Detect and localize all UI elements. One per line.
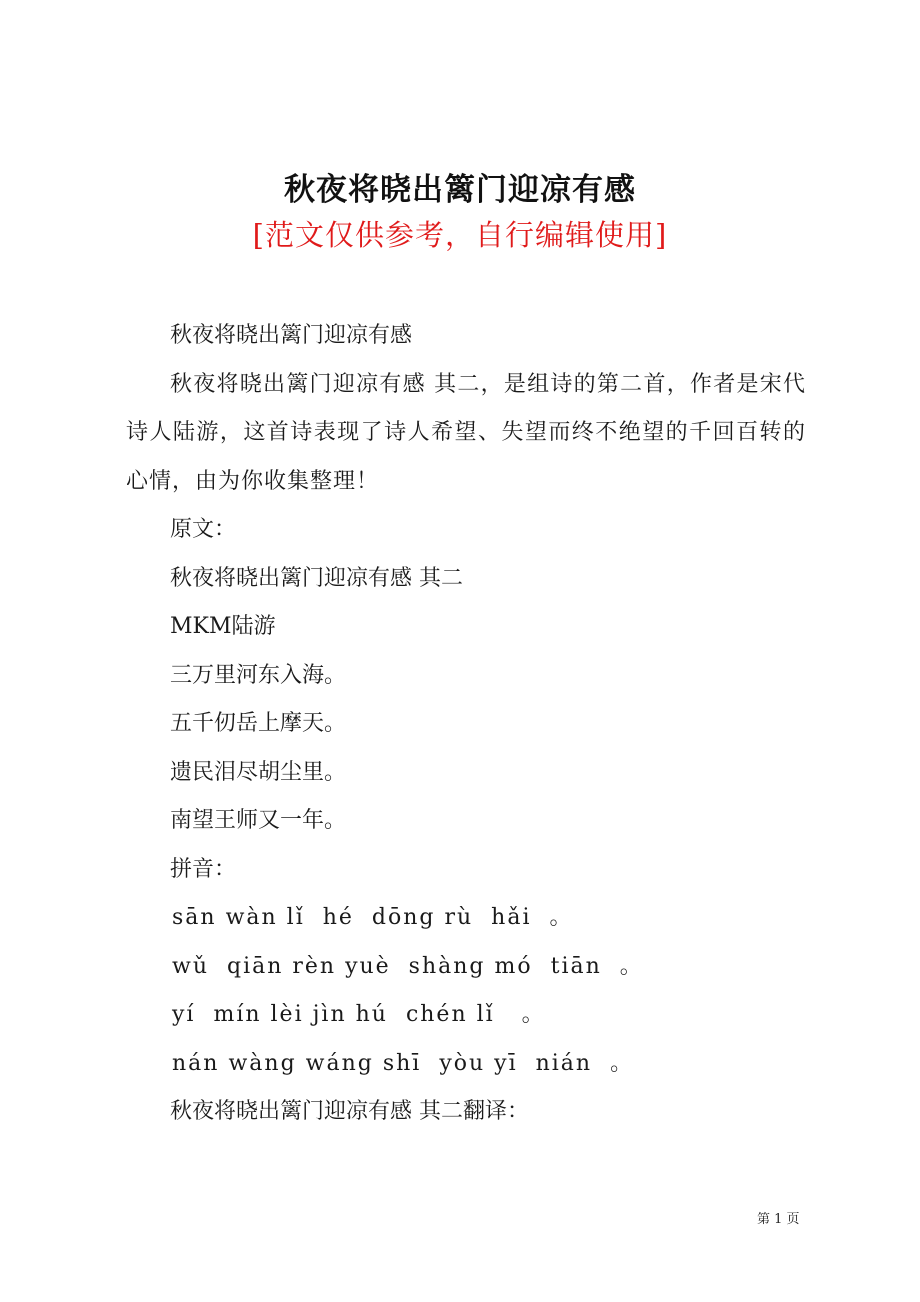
paragraph-heading: 秋夜将晓出篱门迎凉有感 xyxy=(170,323,413,348)
pinyin-line-1: sān wàn lǐ hé dōng rù hǎi 。 xyxy=(172,905,574,930)
pinyin-label: 拼音： xyxy=(170,856,237,882)
poem-author: MKM陆游 xyxy=(170,614,276,639)
document-subtitle: [范文仅供参考，自行编辑使用] xyxy=(252,218,668,252)
page-number: 第 1 页 xyxy=(757,1212,800,1227)
poem-line-3: 遗民泪尽胡尘里。 xyxy=(170,759,347,785)
poem-line-4: 南望王师又一年。 xyxy=(170,808,347,833)
pinyin-line-2: wǔ qiān rèn yuè shàng mó tiān 。 xyxy=(172,953,644,979)
poem-line-2: 五千仞岳上摩天。 xyxy=(170,711,347,736)
paragraph-intro: 秋夜将晓出篱门迎凉有感 其二，是组诗的第二首，作者是宋代诗人陆游，这首诗表现了诗人希望、失望而终不绝望的千回百转的心情，由为你收集整理！ xyxy=(126,371,806,494)
pinyin-line-3: yí mín lèi jìn hú chén lǐ 。 xyxy=(172,1002,546,1027)
poem-line-1: 三万里河东入海。 xyxy=(170,662,347,688)
poem-title: 秋夜将晓出篱门迎凉有感 其二 xyxy=(170,565,463,591)
document-body xyxy=(126,312,806,1137)
translation-heading: 秋夜将晓出篱门迎凉有感 其二翻译： xyxy=(170,1099,529,1124)
document-title: 秋夜将晓出篱门迎凉有感 xyxy=(284,172,636,208)
pinyin-line-4: nán wàng wáng shī yòu yī nián 。 xyxy=(172,1050,635,1076)
paragraph-original-label: 原文： xyxy=(170,517,237,542)
